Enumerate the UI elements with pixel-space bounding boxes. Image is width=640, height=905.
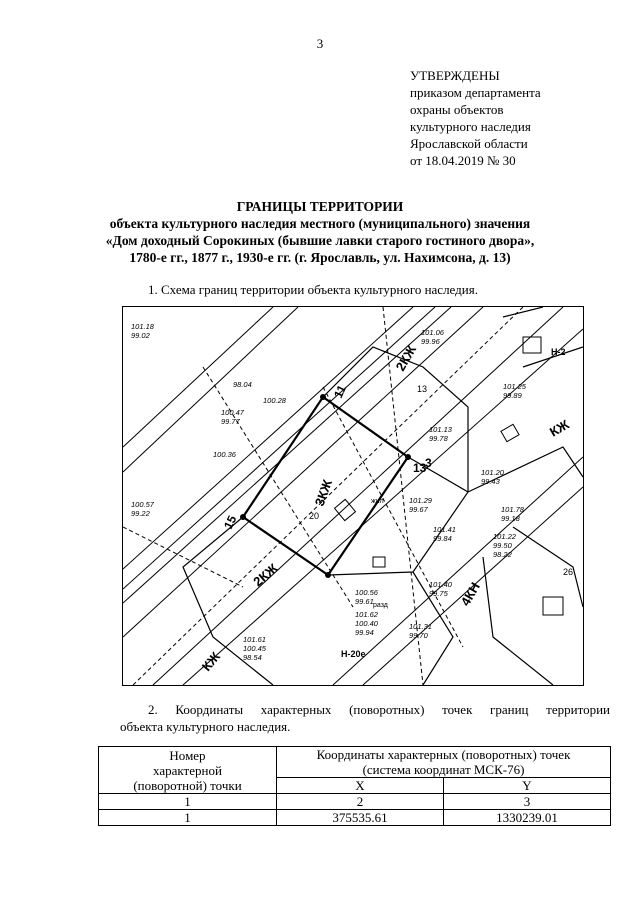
document-heading — [60, 198, 580, 266]
height-label: 101.25 — [503, 382, 526, 391]
height-label: 99.61 — [355, 597, 374, 606]
height-label: 99.96 — [421, 337, 440, 346]
height-label: 100.56 — [355, 588, 378, 597]
approval-line: УТВЕРЖДЕНЫ — [410, 68, 500, 83]
zone-label: 3КЖ — [311, 477, 336, 509]
zone-label: КЖ — [547, 416, 572, 440]
height-label: 99.22 — [131, 509, 150, 518]
height-label: 99.70 — [409, 631, 428, 640]
heading-line: «Дом доходный Сорокиных (бывшие лавки старого гостиного двора», — [105, 233, 535, 248]
header-text: характерной — [153, 762, 222, 778]
height-label: 101.06 — [421, 328, 444, 337]
table-header-row — [99, 747, 611, 778]
height-label: 99.75 — [429, 589, 448, 598]
boundary-map-drawing — [123, 307, 583, 685]
height-label: 101.40 — [429, 580, 452, 589]
height-label: 101.62 — [355, 610, 378, 619]
point-label: 11 — [331, 382, 350, 401]
height-label: 99.43 — [481, 477, 500, 486]
table-numbering-row — [99, 794, 611, 810]
table-cell: 1 — [99, 794, 277, 810]
height-label: 101.20 — [481, 468, 504, 477]
height-label: 100.47 — [221, 408, 244, 417]
heading-line: 1780-е гг., 1877 г., 1930-е гг. (г. Ярославль, ул. Нахимсона, д. 13) — [129, 250, 511, 265]
coordinates-table — [98, 746, 611, 826]
height-label: 101.29 — [409, 496, 432, 505]
height-label: 98.54 — [243, 653, 262, 662]
height-label: 101.61 — [243, 635, 266, 644]
height-label: 98.22 — [493, 550, 512, 559]
header-x: X — [277, 778, 444, 794]
map-misc-label: Н-20е — [341, 649, 366, 659]
section-2-line: объекта культурного наследия. — [120, 719, 291, 734]
heading-title: ГРАНИЦЫ ТЕРРИТОРИИ — [236, 199, 404, 214]
heading-line: объекта культурного наследия местного (муниципального) значения — [109, 216, 531, 231]
approval-line: от 18.04.2019 № 30 — [410, 153, 516, 168]
height-label: 101.78 — [501, 505, 524, 514]
zone-label: 4КН — [457, 579, 483, 609]
height-label: 99.84 — [433, 534, 452, 543]
height-label: 101.18 — [131, 322, 154, 331]
section-2-caption — [120, 701, 610, 735]
header-text: Координаты характерных (поворотных) точек — [316, 747, 571, 762]
map-misc-label: 13 — [417, 384, 428, 394]
height-label: 101.31 — [409, 622, 432, 631]
table-row — [99, 810, 611, 826]
approval-line: Ярославской области — [410, 136, 528, 151]
height-label: 100.40 — [355, 619, 378, 628]
approval-line: охраны объектов — [410, 102, 504, 117]
header-coordinates — [277, 747, 611, 778]
table-cell: 3 — [444, 794, 611, 810]
height-label: 99.78 — [429, 434, 448, 443]
height-label: 99.18 — [501, 514, 520, 523]
table-cell: 1330239.01 — [444, 810, 611, 826]
height-label: 99.94 — [355, 628, 374, 637]
height-label: 99.50 — [493, 541, 512, 550]
height-label: 101.13 — [429, 425, 452, 434]
map-misc-label: 20 — [309, 511, 320, 521]
height-label: 100.36 — [213, 450, 236, 459]
zone-label: 2КЖ — [250, 560, 281, 590]
map-misc-label: Н-2 — [551, 347, 566, 357]
height-label: 99.89 — [503, 391, 522, 400]
table-cell: 2 — [277, 794, 444, 810]
height-label: 101.22 — [493, 532, 516, 541]
section-2-line: 2. Координаты характерных (поворотных) точек границ территории — [148, 702, 610, 717]
header-y: Y — [444, 778, 611, 794]
approval-line: приказом департамента — [410, 85, 541, 100]
header-text: (система координат МСК-76) — [362, 762, 525, 777]
zone-label: 2КЖ — [392, 342, 420, 374]
point-label: 13 — [413, 461, 427, 475]
header-text: (поворотной) точки — [133, 777, 242, 793]
approval-line: культурного наследия — [410, 119, 531, 134]
height-label: 100.28 — [263, 396, 286, 405]
map-misc-label: жил — [371, 498, 384, 505]
boundary-map — [122, 306, 584, 686]
map-misc-label: 26 — [563, 567, 574, 577]
height-label: 99.02 — [131, 331, 150, 340]
point-label: 15 — [221, 513, 240, 532]
header-point-number — [99, 747, 277, 794]
height-label: 99.67 — [409, 505, 428, 514]
table-cell: 1 — [99, 810, 277, 826]
approval-block — [410, 67, 541, 169]
table-cell: 375535.61 — [277, 810, 444, 826]
header-text: Номер — [169, 747, 206, 763]
zone-label: КЖ — [198, 649, 223, 674]
height-label: 101.41 — [433, 525, 456, 534]
height-label: 98.04 — [233, 380, 252, 389]
page-number: 3 — [316, 36, 324, 51]
height-label: 100.57 — [131, 500, 154, 509]
section-1-caption: 1. Схема границ территории объекта культурного наследия. — [148, 282, 478, 297]
height-label: 100.45 — [243, 644, 266, 653]
height-label: 99.77 — [221, 417, 240, 426]
point-label: 3 — [425, 456, 432, 470]
map-misc-label: разд — [373, 602, 388, 609]
